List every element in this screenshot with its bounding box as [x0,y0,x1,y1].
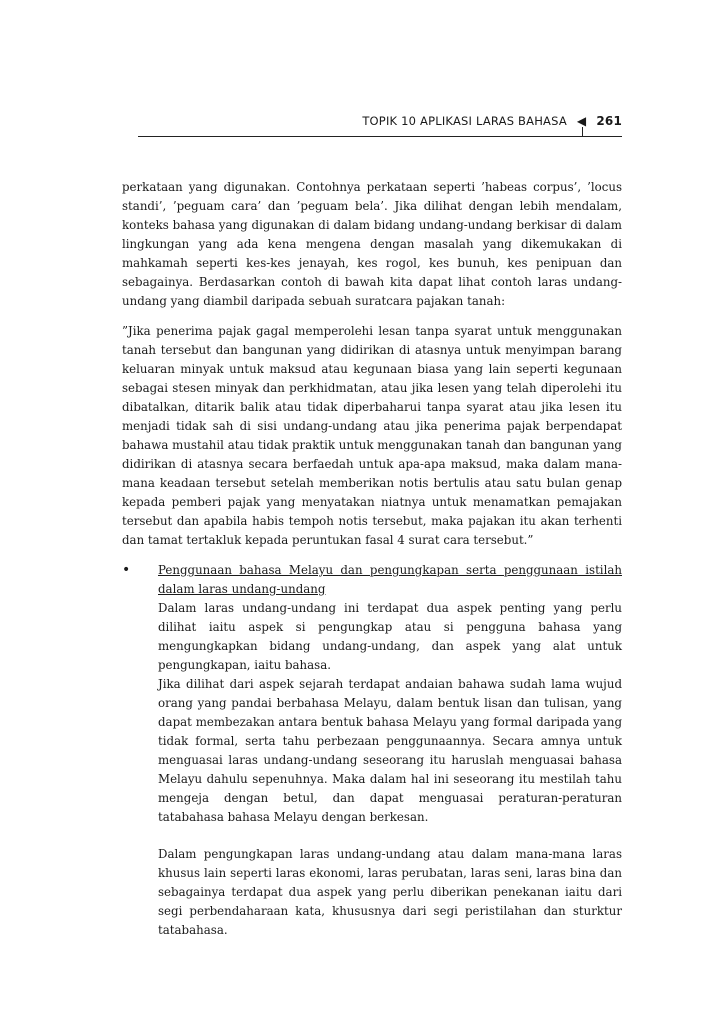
bullet-icon: • [122,562,131,578]
bullet-paragraph-3: Dalam pengungkapan laras undang-undang atau dalam mana-mana laras khusus lain seperti laras ekonomi, laras perubatan, laras seni, laras bina dan sebagainya terdapat dua aspek yang perlu diberikan penekanan iaitu dari segi perbendaharaan kata, khususnya dari segi peristilahan dan sturktur tatabahasa. [158,847,622,937]
bullet-heading: Penggunaan bahasa Melayu dan pengungkapan serta penggunaan istilah dalam laras undang-undang [158,563,622,596]
page-body [122,178,622,940]
bullet-paragraph-2: Jika dilihat dari aspek sejarah terdapat andaian bahawa sudah lama wujud orang yang pandai berbahasa Melayu, dalam bentuk lisan dan tulisan, yang dapat membezakan antara bentuk bahasa Melayu yang formal daripada yang tidak formal, serta tahu perbezaan penggunaannya. Secara amnya untuk menguasai laras undang-undang seseorang itu haruslah menguasai bahasa Melayu dahulu sepenuhnya. Maka dalam hal ini seseorang itu mestilah tahu mengeja dengan betul, dan dapat menguasai peraturan-peraturan tatabahasa bahasa Melayu dengan berkesan. [158,677,622,824]
left-arrow-icon: ◀ [576,114,587,128]
body-paragraph: perkataan yang digunakan. Contohnya perkataan seperti ’habeas corpus’, ’locus standi’, ’peguam cara’ dan ’peguam bela’. Jika dilihat dengan lebih mendalam, konteks bahasa yang digunakan di dalam bidang undang-undang berkisar di dalam lingkungan yang ada kena mengena dengan masalah yang dikemukakan di mahkamah seperti kes-kes jenayah, kes rogol, kes bunuh, kes penipuan dan sebagainya. Berdasarkan contoh di bawah kita dapat lihat contoh laras undang-undang yang diambil daripada sebuah suratcara pajakan tanah: [122,180,622,308]
header-rule-tick [582,127,583,136]
header-rule [138,136,622,137]
running-header [138,114,622,128]
bullet-section [122,561,622,940]
header-topic: TOPIK 10 APLIKASI LARAS BAHASA [362,114,567,128]
bullet-paragraph-1: Dalam laras undang-undang ini terdapat dua aspek penting yang perlu dilihat iaitu aspek si pengungkap atau si pengguna bahasa yang mengungkapkan bidang undang-undang, dan aspek yang alat untuk pengungkapan, iaitu bahasa. [158,601,622,672]
quoted-excerpt: ”Jika penerima pajak gagal memperolehi lesan tanpa syarat untuk menggunakan tanah tersebut dan bangunan yang didirikan di atasnya untuk menyimpan barang keluaran minyak untuk maksud atau kegunaan biasa yang lain seperti kegunaan sebagai stesen minyak dan perkhidmatan, atau jika lesen yang telah diperolehi itu dibatalkan, ditarik balik atau tidak diperbaharui tanpa syarat atau jika lesen itu menjadi tidak sah di sisi undang-undang atau jika penerima pajak berpendapat bahawa mustahil atau tidak praktik untuk menggunakan tanah dan bangunan yang didirikan di atasnya secara berfaedah untuk apa-apa maksud, maka dalam mana-mana keadaan tersebut setelah memberikan notis bertulis atau satu bulan genap kepada pemberi pajak yang menyatakan niatnya untuk menamatkan pemajakan tersebut dan apabila habis tempoh notis tersebut, maka pajakan itu akan terhenti dan tamat tertakluk kepada peruntukan fasal 4 surat cara tersebut.” [122,324,622,547]
page-number: 261 [596,114,622,128]
